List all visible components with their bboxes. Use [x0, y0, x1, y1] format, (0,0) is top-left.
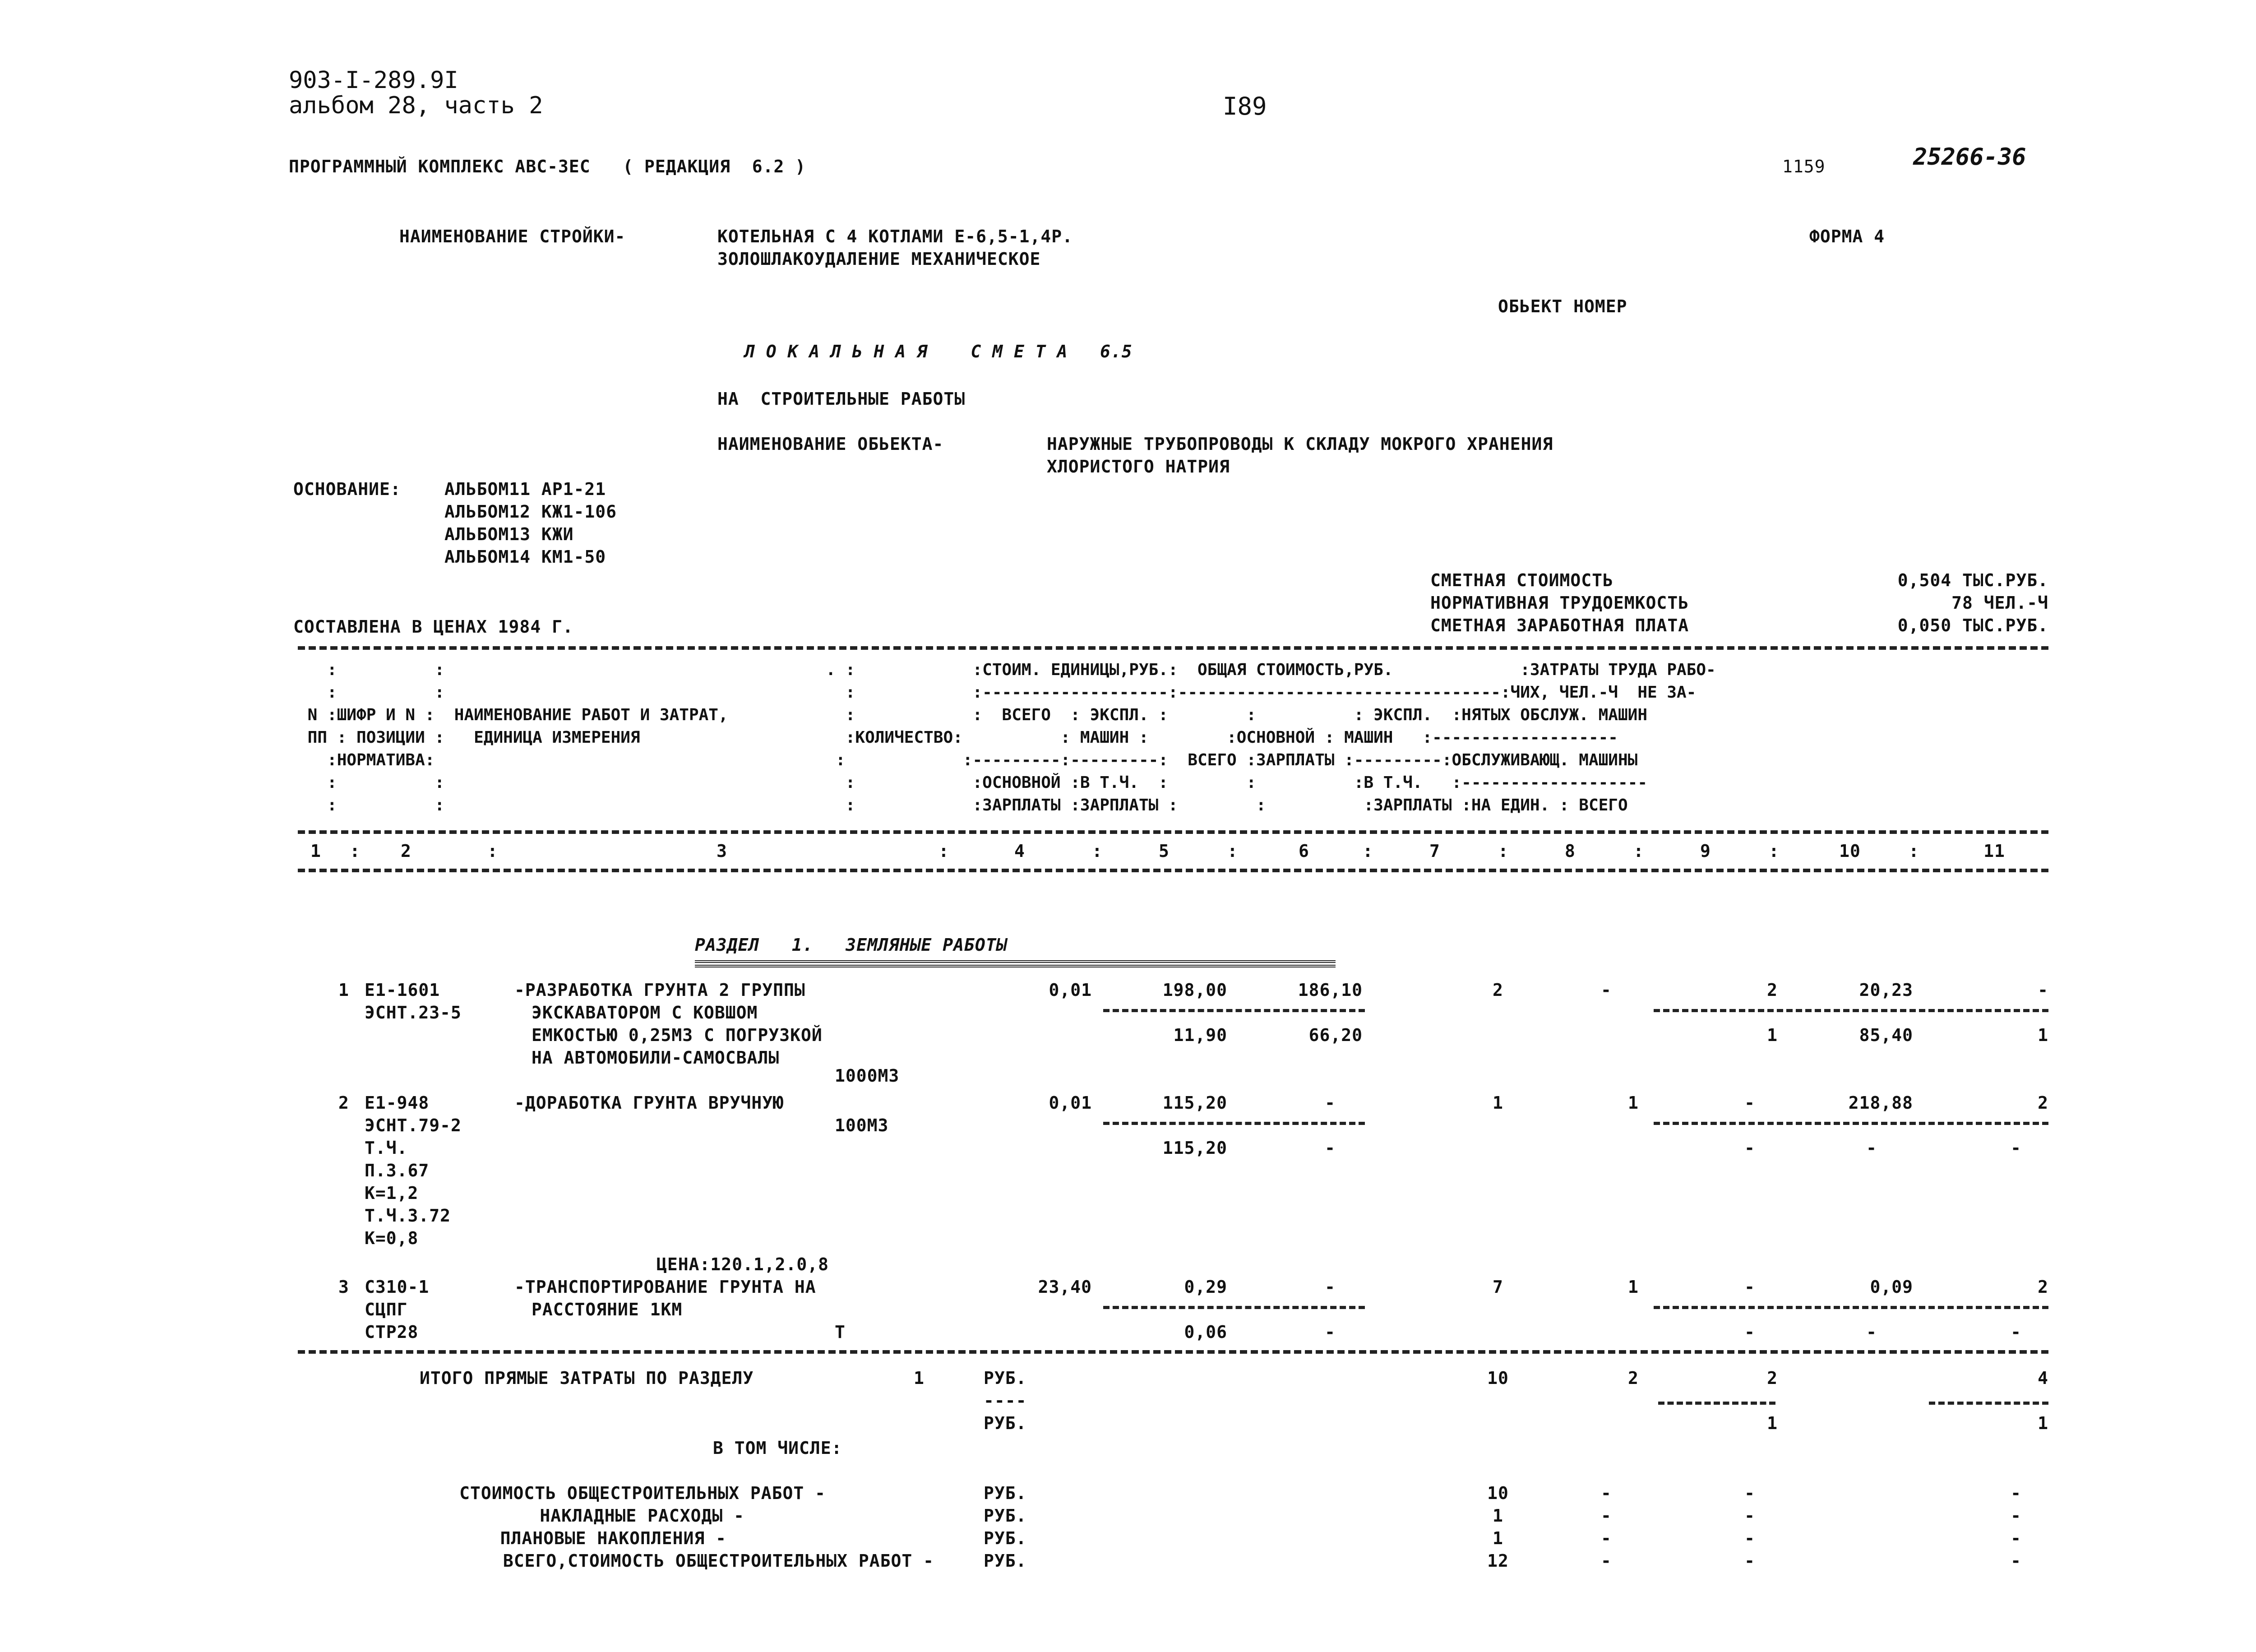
basis-item: АЛЬБОМ11 АР1-21	[444, 479, 606, 499]
column-number: 3	[717, 841, 727, 861]
wage-value: 0,050 ТЫС.РУБ.	[1897, 615, 2048, 635]
column-number: 8	[1565, 841, 1576, 861]
stroika-line-1: КОТЕЛЬНАЯ С 4 КОТЛАМИ Е-6,5-1,4Р.	[717, 227, 1073, 246]
object-line-1: НАРУЖНЫЕ ТРУБОПРОВОДЫ К СКЛАДУ МОКРОГО ХРАНЕНИЯ	[1047, 434, 1553, 454]
item-labor-unit-service: -	[1866, 1322, 1877, 1342]
basis-item: АЛЬБОМ13 КЖИ	[444, 524, 574, 544]
header-mid-rule	[298, 830, 2048, 834]
estimated-cost-label: СМЕТНАЯ СТОИМОСТЬ	[1430, 570, 1613, 590]
summary-machine: -	[1744, 1483, 1755, 1503]
itogo-currency-2: РУБ.	[984, 1413, 1027, 1433]
item-machine-wage-total: -	[1744, 1138, 1755, 1158]
item-number: 2	[338, 1093, 349, 1113]
summary-labor: -	[2011, 1551, 2021, 1571]
header-top-rule	[298, 646, 2048, 650]
item-code: Е1-1601	[365, 980, 440, 1000]
item-code: К=0,8	[365, 1228, 419, 1248]
item-code: СЦПГ	[365, 1300, 408, 1319]
item-unit-cost-wage: 115,20	[1162, 1138, 1227, 1158]
column-number: 10	[1839, 841, 1861, 861]
labor-label: НОРМАТИВНАЯ ТРУДОЕМКОСТЬ	[1430, 593, 1689, 613]
header-line: : : : :ЗАРПЛАТЫ :ЗАРПЛАТЫ : : :ЗАРПЛАТЫ :НА ЕДИН. : ВСЕГО	[298, 796, 1628, 814]
column-number: 11	[1983, 841, 2005, 861]
item-unit-cost: 0,29	[1184, 1277, 1227, 1297]
document-number: 25266-36	[1913, 143, 2026, 171]
itogo-labor-service: 1	[2038, 1413, 2048, 1433]
program-title: ПРОГРАММНЫЙ КОМПЛЕКС АВС-3ЕС ( РЕДАКЦИЯ 6.2 )	[289, 157, 806, 176]
item-machine-cost: 186,10	[1298, 980, 1363, 1000]
summary-total: 10	[1487, 1483, 1509, 1503]
summary-currency: РУБ.	[984, 1551, 1027, 1571]
header-line: N :ШИФР И N : НАИМЕНОВАНИЕ РАБОТ И ЗАТРАТ, : : ВСЕГО : ЭКСПЛ. : : : ЭКСПЛ. :НЯТЫХ ОБСЛУЖ. МАШИН	[298, 706, 1647, 724]
stroika-label: НАИМЕНОВАНИЕ СТРОЙКИ-	[399, 227, 626, 246]
summary-label: НАКЛАДНЫЕ РАСХОДЫ -	[540, 1506, 744, 1526]
item-labor-total: 2	[2038, 1093, 2048, 1113]
summary-total: 12	[1487, 1551, 1509, 1571]
header-line: : : : :-------------------:---------------------------------:ЧИХ, ЧЕЛ.-Ч НЕ ЗА-	[298, 683, 1697, 702]
header-line: : : . : :СТОИМ. ЕДИНИЦЫ,РУБ.: ОБЩАЯ СТОИМОСТЬ,РУБ. :ЗАТРАТЫ ТРУДА РАБО-	[298, 661, 1716, 679]
album-part: альбом 28, часть 2	[289, 92, 543, 119]
itogo-dash: ----	[984, 1391, 1027, 1411]
item-name: -ДОРАБОТКА ГРУНТА ВРУЧНУЮ	[514, 1093, 784, 1113]
object-number: ОБЬЕКТ НОМЕР	[1498, 296, 1627, 316]
column-number: 2	[401, 841, 411, 861]
item-quantity: 0,01	[1049, 1093, 1092, 1113]
item-quantity: 0,01	[1049, 980, 1092, 1000]
summary-base-wage: -	[1601, 1506, 1612, 1526]
item-machine-wage-total: -	[1744, 1322, 1755, 1342]
labor-value: 78 ЧЕЛ.-Ч	[1951, 593, 2048, 613]
header-bottom-rule	[298, 869, 2048, 872]
item-code: С310-1	[365, 1277, 430, 1297]
header-line: : : : :ОСНОВНОЙ :В Т.Ч. : : :В Т.Ч. :-------------------	[298, 773, 1647, 792]
item-code: СТР28	[365, 1322, 419, 1342]
item-number: 1	[338, 980, 349, 1000]
column-number: 1	[310, 841, 321, 861]
summary-labor: -	[2011, 1528, 2021, 1548]
header-line: ПП : ПОЗИЦИИ : ЕДИНИЦА ИЗМЕРЕНИЯ :КОЛИЧЕСТВО: : МАШИН : :ОСНОВНОЙ : МАШИН :-------------------	[298, 728, 1618, 747]
item-machine-wage: -	[1325, 1138, 1336, 1158]
summary-machine: -	[1744, 1506, 1755, 1526]
itogo-machine-wage: 1	[1767, 1413, 1778, 1433]
column-number: 6	[1299, 841, 1309, 861]
item-total: 1	[1493, 1093, 1503, 1113]
summary-machine: -	[1744, 1551, 1755, 1571]
table-header	[298, 659, 2057, 830]
item-machine-total: -	[1744, 1093, 1755, 1113]
column-numbers: 1 : 2 : 3 : 4 : 5 : 6 : 7 : 8 : 9 : 10 : 11	[298, 840, 2048, 863]
basis-item: АЛЬБОМ12 КЖ1-106	[444, 502, 617, 522]
object-line-2: ХЛОРИСТОГО НАТРИЯ	[1047, 457, 1230, 477]
item-quantity: 23,40	[1038, 1277, 1092, 1297]
item-base-wage: 1	[1628, 1277, 1639, 1297]
items-bottom-rule	[298, 1350, 2048, 1354]
estimate-title: Л О К А Л Ь Н А Я С М Е Т А 6.5	[744, 342, 1133, 361]
itogo-base-wage: 2	[1628, 1368, 1639, 1388]
including-label: В ТОМ ЧИСЛЕ:	[713, 1438, 842, 1458]
summary-total: 1	[1493, 1506, 1503, 1526]
estimated-cost-value: 0,504 ТЫС.РУБ.	[1897, 570, 2048, 590]
itogo-label: ИТОГО ПРЯМЫЕ ЗАТРАТЫ ПО РАЗДЕЛУ	[420, 1368, 754, 1388]
stroika-line-2: ЗОЛОШЛАКОУДАЛЕНИЕ МЕХАНИЧЕСКОЕ	[717, 249, 1041, 269]
column-number: 4	[1014, 841, 1025, 861]
item-number: 3	[338, 1277, 349, 1297]
summary-total: 1	[1493, 1528, 1503, 1548]
item-code: Т.Ч.	[365, 1138, 408, 1158]
itogo-currency: РУБ.	[984, 1368, 1027, 1388]
item-code: Е1-948	[365, 1093, 430, 1113]
item-price-note: ЦЕНА:120.1,2.0,8	[656, 1254, 829, 1274]
item-code: П.3.67	[365, 1161, 430, 1180]
item-unit: Т	[835, 1322, 846, 1342]
item-labor-total: -	[2038, 980, 2048, 1000]
item-unit: 100М3	[835, 1115, 889, 1135]
item-machine-wage-total: 1	[1767, 1025, 1778, 1045]
summary-base-wage: -	[1601, 1483, 1612, 1503]
form-number: ФОРМА 4	[1809, 227, 1885, 246]
item-machine-wage: 66,20	[1308, 1025, 1363, 1045]
item-name: -ТРАНСПОРТИРОВАНИЕ ГРУНТА НА	[514, 1277, 816, 1297]
summary-labor: -	[2011, 1483, 2021, 1503]
header-line: :НОРМАТИВА: : :---------:---------: ВСЕГО :ЗАРПЛАТЫ :---------:ОБСЛУЖИВАЮЩ. МАШИНЫ	[298, 751, 1638, 769]
item-labor-unit-service: 85,40	[1859, 1025, 1913, 1045]
section-title: РАЗДЕЛ 1. ЗЕМЛЯНЫЕ РАБОТЫ	[695, 935, 1008, 955]
item-unit-cost-wage: 11,90	[1173, 1025, 1227, 1045]
itogo-labor-total: 4	[2038, 1368, 2048, 1388]
summary-base-wage: -	[1601, 1551, 1612, 1571]
item-labor-unit: 0,09	[1870, 1277, 1913, 1297]
summary-label: ПЛАНОВЫЕ НАКОПЛЕНИЯ -	[500, 1528, 726, 1548]
page-number: I89	[1223, 92, 1267, 120]
summary-currency: РУБ.	[984, 1528, 1027, 1548]
summary-currency: РУБ.	[984, 1483, 1027, 1503]
summary-label: ВСЕГО,СТОИМОСТЬ ОБЩЕСТРОИТЕЛЬНЫХ РАБОТ -	[503, 1551, 934, 1571]
item-name: -РАЗРАБОТКА ГРУНТА 2 ГРУППЫ	[514, 980, 805, 1000]
item-machine-cost: -	[1325, 1277, 1336, 1297]
estimate-subtitle: НА СТРОИТЕЛЬНЫЕ РАБОТЫ	[717, 389, 966, 409]
item-name: РАССТОЯНИЕ 1КМ	[532, 1300, 683, 1319]
column-number: 5	[1159, 841, 1170, 861]
basis-item: АЛЬБОМ14 КМ1-50	[444, 547, 606, 567]
item-base-wage: 1	[1628, 1093, 1639, 1113]
itogo-section-number: 1	[914, 1368, 925, 1388]
item-labor-total: 2	[2038, 1277, 2048, 1297]
wage-label: СМЕТНАЯ ЗАРАБОТНАЯ ПЛАТА	[1430, 615, 1689, 635]
item-labor-total-service: 1	[2038, 1025, 2048, 1045]
summary-base-wage: -	[1601, 1528, 1612, 1548]
item-labor-total-service: -	[2011, 1138, 2021, 1158]
item-machine-cost: -	[1325, 1093, 1336, 1113]
item-labor-total-service: -	[2011, 1322, 2021, 1342]
item-machine-wage: -	[1325, 1322, 1336, 1342]
summary-machine: -	[1744, 1528, 1755, 1548]
basis-label: ОСНОВАНИЕ:	[293, 479, 401, 499]
item-code: К=1,2	[365, 1183, 419, 1203]
item-code: ЭСНТ.23-5	[365, 1003, 462, 1023]
item-name: ЭКСКАВАТОРОМ С КОВШОМ	[532, 1003, 758, 1023]
summary-label: СТОИМОСТЬ ОБЩЕСТРОИТЕЛЬНЫХ РАБОТ -	[459, 1483, 826, 1503]
item-unit: 1000М3	[835, 1066, 900, 1086]
item-unit-cost-wage: 0,06	[1184, 1322, 1227, 1342]
itogo-machine-total: 2	[1767, 1368, 1778, 1388]
item-name: ЕМКОСТЬЮ 0,25М3 С ПОГРУЗКОЙ	[532, 1025, 823, 1045]
item-labor-unit: 20,23	[1859, 980, 1913, 1000]
column-number: 7	[1429, 841, 1440, 861]
prices-year: СОСТАВЛЕНА В ЦЕНАХ 1984 Г.	[293, 617, 573, 637]
item-name: НА АВТОМОБИЛИ-САМОСВАЛЫ	[532, 1048, 780, 1068]
item-machine-total: 2	[1767, 980, 1778, 1000]
item-total: 7	[1493, 1277, 1503, 1297]
itogo-total: 10	[1487, 1368, 1509, 1388]
object-label: НАИМЕНОВАНИЕ ОБЬЕКТА-	[717, 434, 944, 454]
summary-currency: РУБ.	[984, 1506, 1027, 1526]
item-base-wage: -	[1601, 980, 1612, 1000]
section-underline	[695, 960, 1336, 967]
item-labor-unit-service: -	[1866, 1138, 1877, 1158]
item-machine-total: -	[1744, 1277, 1755, 1297]
item-labor-unit: 218,88	[1848, 1093, 1913, 1113]
column-number: 9	[1700, 841, 1711, 861]
summary-labor: -	[2011, 1506, 2021, 1526]
item-total: 2	[1493, 980, 1503, 1000]
sheet-number: 1159	[1782, 157, 1826, 176]
item-code: Т.Ч.3.72	[365, 1206, 451, 1226]
item-code: ЭСНТ.79-2	[365, 1115, 462, 1135]
item-unit-cost: 115,20	[1162, 1093, 1227, 1113]
item-unit-cost: 198,00	[1162, 980, 1227, 1000]
document-code: 903-I-289.9I	[289, 67, 458, 94]
